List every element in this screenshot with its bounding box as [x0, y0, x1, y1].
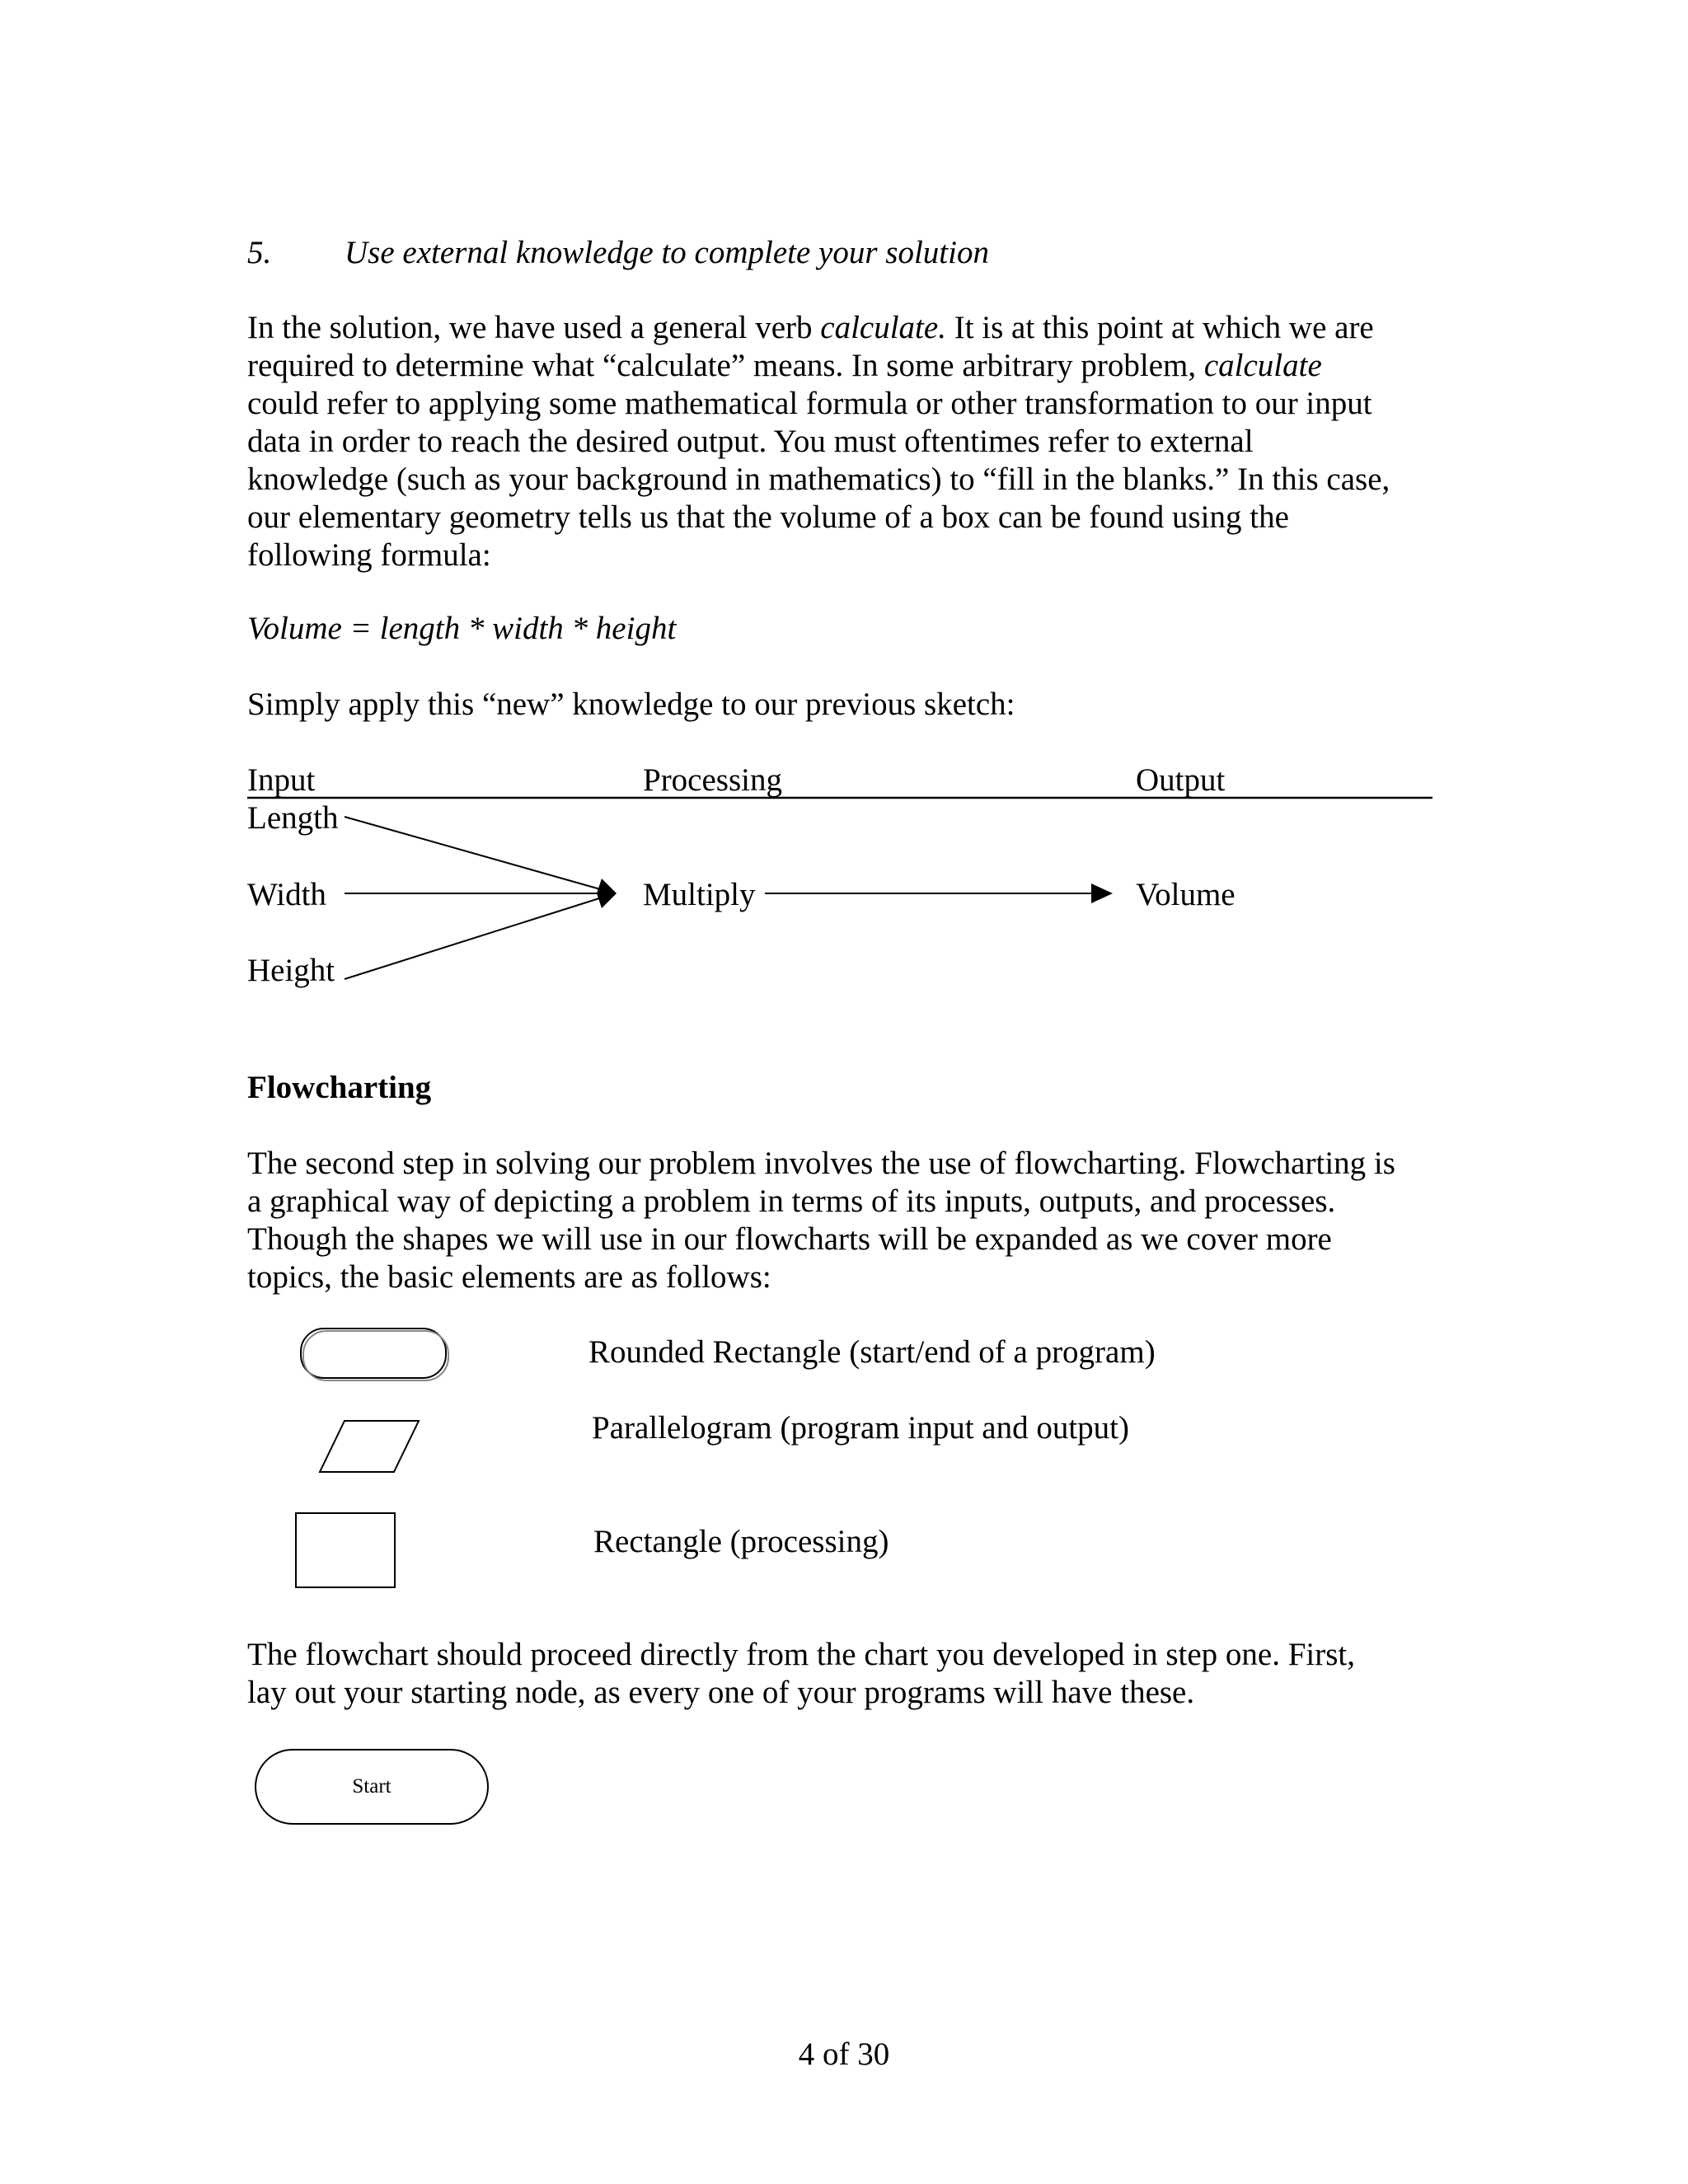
- closing-paragraph: [247, 1636, 1355, 1712]
- paragraph-line: Though the shapes we will use in our flowcharts will be expanded as we cover more: [247, 1221, 1332, 1257]
- ipo-input-length: Length: [247, 800, 339, 836]
- paragraph-line: following formula:: [247, 537, 491, 573]
- ipo-input-width: Width: [247, 877, 326, 912]
- ipo-header-output: Output: [1136, 762, 1226, 798]
- ipo-process-multiply: Multiply: [643, 877, 756, 912]
- start-node-label: Start: [352, 1775, 392, 1797]
- page-number: 4 of 30: [798, 2036, 890, 2072]
- step-number: 5.: [247, 235, 272, 270]
- paragraph-line: a graphical way of depicting a problem in terms of its inputs, outputs, and processes.: [247, 1183, 1336, 1219]
- sketch-intro: Simply apply this “new” knowledge to our previous sketch:: [247, 687, 1015, 722]
- rectangle-shape: [296, 1513, 395, 1587]
- paragraph-line: knowledge (such as your background in mathematics) to “fill in the blanks.” In this case,: [247, 462, 1390, 497]
- section-heading-flowcharting: Flowcharting: [247, 1070, 432, 1105]
- parallelogram-shape: [320, 1421, 419, 1472]
- legend-label-rectangle: Rectangle (processing): [593, 1524, 889, 1559]
- legend-label-parallelogram: Parallelogram (program input and output): [592, 1410, 1129, 1446]
- paragraph-line: lay out your starting node, as every one of your programs will have these.: [247, 1675, 1195, 1710]
- paragraph-line: required to determine what “calculate” means. In some arbitrary problem, calculate: [247, 348, 1322, 383]
- paragraph-line: could refer to applying some mathematical formula or other transformation to our input: [247, 386, 1372, 421]
- volume-formula: Volume = length * width * height: [247, 611, 677, 646]
- ipo-output-volume: Volume: [1136, 877, 1236, 912]
- rounded-rectangle-shape: [301, 1329, 446, 1378]
- ipo-header-input: Input: [247, 762, 316, 798]
- ipo-input-height: Height: [247, 953, 335, 988]
- paragraph-line: our elementary geometry tells us that the volume of a box can be found using the: [247, 499, 1289, 535]
- paragraph-line: topics, the basic elements are as follows:: [247, 1259, 771, 1295]
- rounded-rectangle-shape-shadow: [303, 1331, 448, 1380]
- start-node: [255, 1749, 489, 1825]
- legend-label-rounded-rectangle: Rounded Rectangle (start/end of a program): [588, 1334, 1156, 1370]
- paragraph-line: The second step in solving our problem involves the use of flowcharting. Flowcharting is: [247, 1146, 1395, 1181]
- ipo-header-processing: Processing: [643, 762, 782, 798]
- paragraph-line: data in order to reach the desired output. You must oftentimes refer to external: [247, 424, 1254, 459]
- step-title: Use external knowledge to complete your solution: [345, 235, 989, 270]
- paragraph-line: The flowchart should proceed directly from the chart you developed in step one. First,: [247, 1637, 1356, 1672]
- paragraph-line: In the solution, we have used a general verb calculate. It is at this point at which we are: [247, 310, 1374, 345]
